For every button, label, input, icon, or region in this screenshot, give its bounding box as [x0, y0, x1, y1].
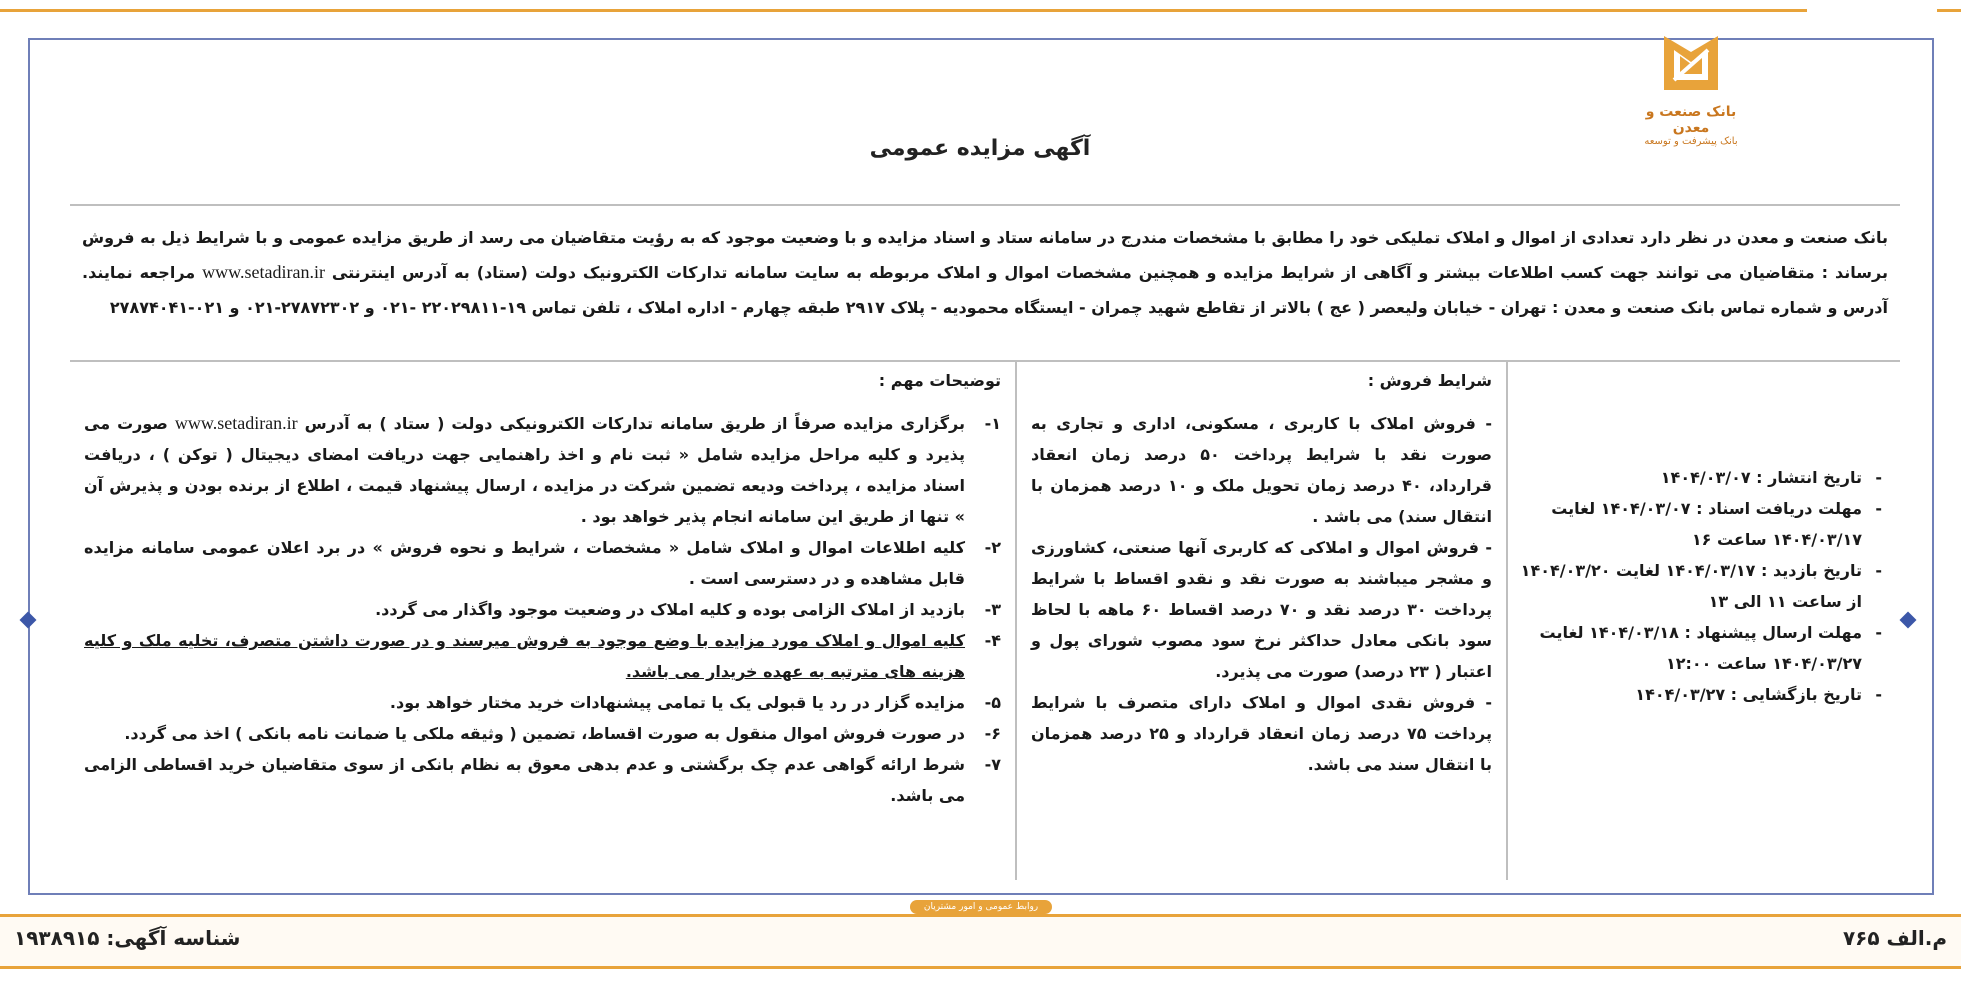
note-text-cont: صورت می پذیرد و کلیه مراحل مزایده شامل « ثبت نام و اخذ راهنمایی جهت دریافت امضای دیجیتال ( توکن ) ، دریافت اسناد مزایده ، پرداخت ودیعه تضمین شرکت در مزایده ، ارسال پیشنهاد قیمت ، اطلاع از برنده بودن و پذیرش آن » تنها از طریق این سامانه انجام پذیر خواهد بود . [84, 414, 965, 526]
bank-tagline: بانک پیشرفت و توسعه [1644, 136, 1738, 147]
dates-column [1506, 362, 1900, 880]
page-title: آگهی مزایده عمومی [869, 136, 1091, 161]
ad-identifier: شناسه آگهی: ۱۹۳۸۹۱۵ [14, 926, 241, 950]
intro-paragraph [70, 204, 1900, 362]
note-text: در صورت فروش اموال منقول به صورت اقساط، تضمین ( وثیقه ملکی یا ضمانت نامه بانکی ) اخذ می گردد. [124, 724, 965, 743]
note-text: مزایده گزار در رد یا قبولی یک یا تمامی پیشنهادات خرید مختار خواهد بود. [389, 693, 965, 712]
notes-list [84, 408, 1001, 811]
top-accent-rule [0, 0, 1961, 20]
dates-list [1518, 462, 1884, 710]
bank-name: بانک صنعت و معدن [1645, 104, 1737, 136]
note-url-link[interactable]: www.setadiran.ir [174, 413, 298, 433]
note-number: ۴- [984, 631, 1001, 650]
footer-badge-label: روابط عمومی و امور مشتریان [910, 900, 1052, 914]
bank-logo [1628, 30, 1754, 170]
note-item [84, 718, 1001, 749]
date-item: - تاریخ انتشار : ۱۴۰۴/۰۳/۰۷ [1518, 462, 1884, 493]
date-item: - مهلت دریافت اسناد : ۱۴۰۴/۰۳/۰۷ لغایت ۱۴۰۴/۰۳/۱۷ ساعت ۱۶ [1518, 493, 1884, 555]
intro-text-part1: بانک صنعت و معدن در نظر دارد تعدادی از اموال و املاک تملیکی خود را مطابق با مشخصات مندرج در سامانه ستاد و اسناد مزایده و با وضعیت موجود که به رؤیت متقاضیان می رسد از طریق مزایده عمومی و با شرایط ذیل به فروش برساند : متقاضیان می توانند جهت کسب اطلاعات بیشتر و آگاهی از شرایط مزایده و همچنین مشخصات اموال و املاک مربوطه به سایت سامانه تدارکات الکترونیک دولت (ستاد) به آدرس اینترنتی [82, 228, 1888, 282]
footer-bottom-rule [0, 966, 1961, 969]
bank-emblem-icon [1656, 30, 1726, 100]
note-item [84, 749, 1001, 811]
sale-term-paragraph: - فروش املاک با کاربری ، مسکونی، اداری و تجاری به صورت نقد با شرایط پرداخت ۵۰ درصد زمان انعقاد قرارداد، ۴۰ درصد زمان تحویل ملک و ۱۰ درصد همزمان با انتقال سند) می باشد . [1031, 414, 1492, 526]
note-item [84, 532, 1001, 594]
notes-column [70, 362, 1015, 880]
note-text: کلیه اموال و املاک مورد مزایده با وضع موجود به فروش میرسند و در صورت داشتن متصرف، تخلیه ملک و کلیه هزینه های مترتبه به عهده خریدار می باشد. [84, 631, 965, 681]
note-number: ۳- [984, 600, 1001, 619]
ad-code: م.الف ۷۶۵ [1842, 926, 1947, 950]
note-number: ۱- [984, 414, 1001, 433]
footer-badge [855, 894, 1107, 956]
note-number: ۶- [984, 724, 1001, 743]
note-number: ۲- [984, 538, 1001, 557]
note-text: کلیه اطلاعات اموال و املاک شامل « مشخصات ، شرایط و نحوه فروش » در برد اعلان عمومی سامانه مزایده قابل مشاهده و در دسترسی است . [84, 538, 965, 588]
notes-heading: توضیحات مهم : [878, 371, 1001, 390]
sale-terms-heading: شرایط فروش : [1367, 371, 1492, 390]
date-item: - تاریخ بازگشایی : ۱۴۰۴/۰۳/۲۷ [1518, 679, 1884, 710]
note-text: برگزاری مزایده صرفاً از طریق سامانه تدارکات الکترونیکی دولت ( ستاد ) به آدرس [304, 414, 966, 433]
note-item [84, 594, 1001, 625]
note-item [84, 625, 1001, 687]
note-item [84, 687, 1001, 718]
date-item: - تاریخ بازدید : ۱۴۰۴/۰۳/۱۷ لغایت ۱۴۰۴/۰۳/۲۰ از ساعت ۱۱ الی ۱۳ [1518, 555, 1884, 617]
sale-term-paragraph: - فروش نقدی اموال و املاک دارای متصرف با شرایط پرداخت ۷۵ درصد زمان انعقاد قرارداد و ۲۵ درصد همزمان با انتقال سند می باشد. [1031, 693, 1493, 774]
date-item: - مهلت ارسال پیشنهاد : ۱۴۰۴/۰۳/۱۸ لغایت ۱۴۰۴/۰۳/۲۷ ساعت ۱۲:۰۰ [1518, 617, 1884, 679]
intro-text-part2: مراجعه نمایند. آدرس و شماره تماس بانک صنعت و معدن : تهران - خیابان ولیعصر ( عج ) بالاتر از تقاطع شهید چمران - ایستگاه محمودیه - پلاک ۲۹۱۷ طبقه چهارم - اداره املاک ، تلفن تماس ۱۹-۲۲۰۲۹۸۱۱ -۰۲۱ و ۲۷۸۷۲۳۰۲-۰۲۱ و ۰۲۱-۲۷۸۷۴۰۴۱ [82, 263, 1888, 317]
note-item [84, 408, 1001, 532]
details-grid [70, 360, 1900, 880]
note-number: ۷- [984, 755, 1001, 774]
sale-terms-column [1015, 362, 1506, 880]
note-text: بازدید از املاک الزامی بوده و کلیه املاک در وضعیت موجود واگذار می گردد. [375, 600, 965, 619]
note-number: ۵- [984, 693, 1001, 712]
sale-term-paragraph: - فروش اموال و املاکی که کاربری آنها صنعتی، کشاورزی و مشجر میباشند به صورت نقد و نقدو اقساط با شرایط پرداخت ۳۰ درصد نقد و ۷۰ درصد اقساط ۶۰ ماهه با لحاظ سود بانکی معادل حداکثر نرخ سود مصوب شورای پول و اعتبار ( ۲۳ درصد) صورت می پذیرد. [1031, 538, 1492, 681]
note-text: شرط ارائه گواهی عدم چک برگشتی و عدم بدهی معوق به نظام بانکی از سوی متقاضیان خرید اقساطی الزامی می باشد. [84, 755, 965, 805]
intro-url-link[interactable]: www.setadiran.ir [202, 262, 325, 282]
